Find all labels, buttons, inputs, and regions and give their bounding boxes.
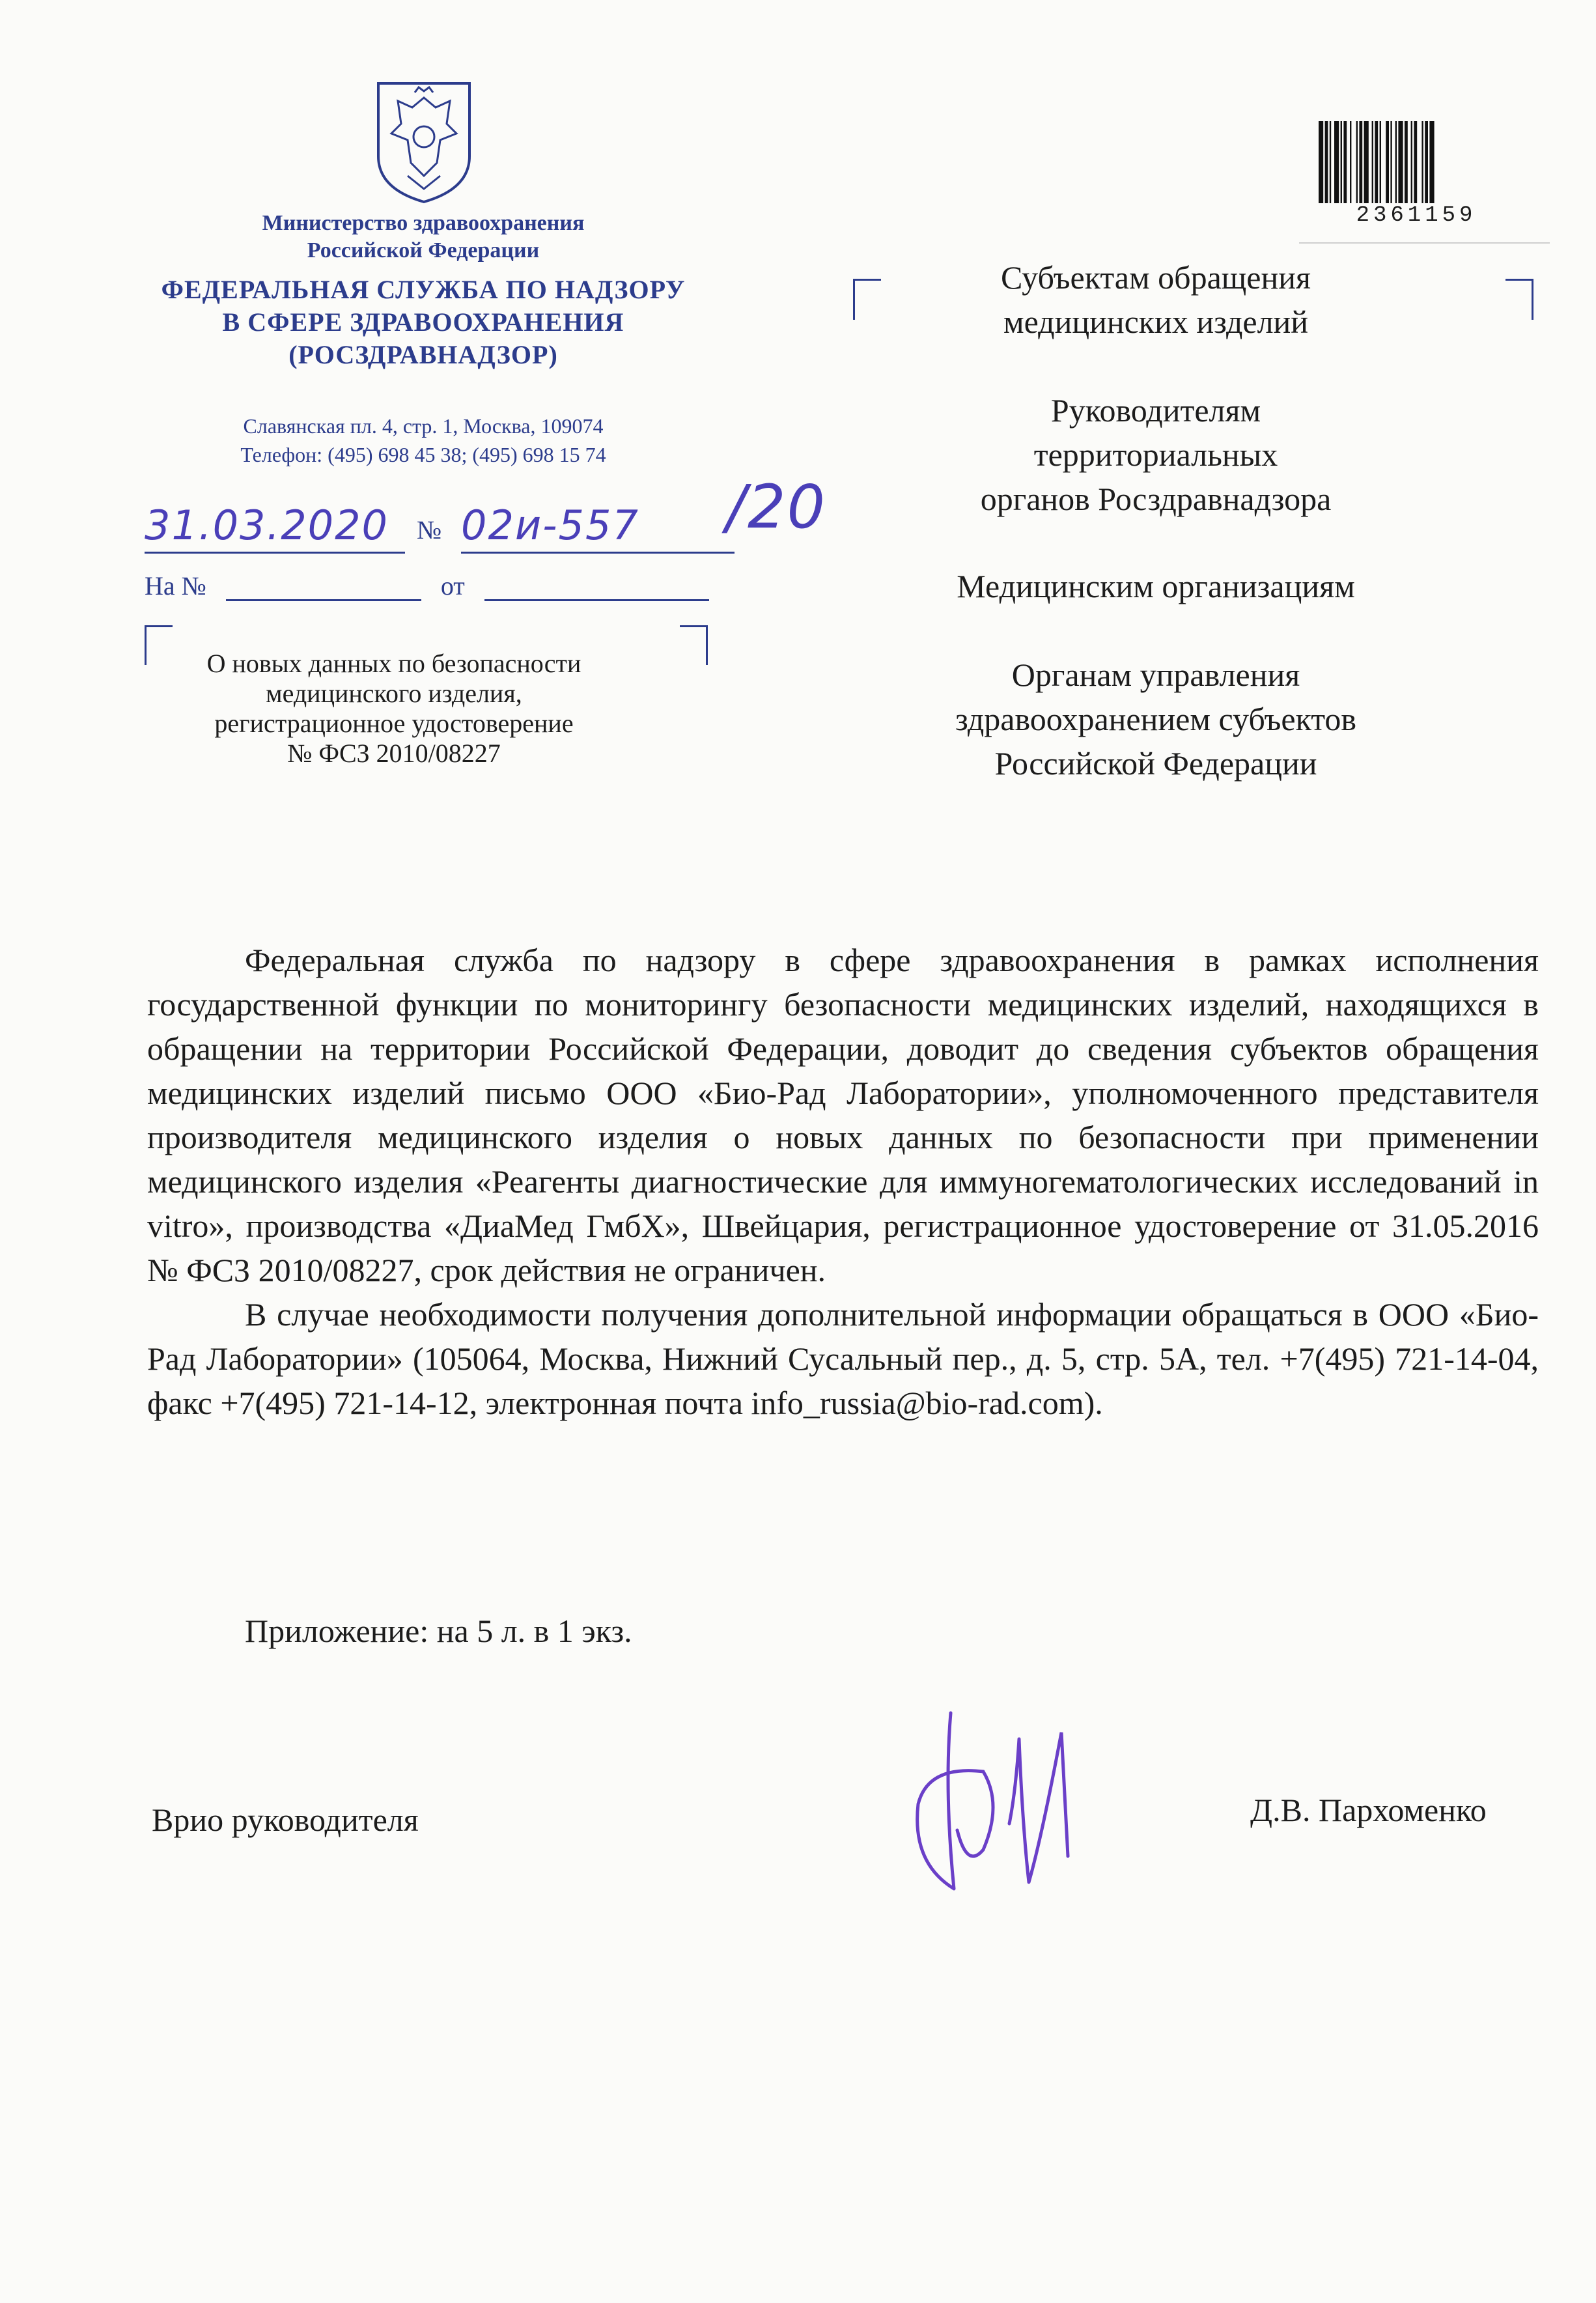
addressee-2-line-3: органов Росздравнадзора xyxy=(980,481,1332,517)
addressee-3-line-1: Медицинским организациям xyxy=(957,568,1355,604)
reference-line xyxy=(145,571,731,601)
barcode-bar xyxy=(1330,121,1331,203)
barcode-bar xyxy=(1350,121,1351,203)
addressee-1-line-1: Субъектам обращения xyxy=(1001,259,1311,296)
barcode-bar xyxy=(1341,121,1342,203)
signatory-name: Д.В. Пархоменко xyxy=(1250,1792,1487,1828)
body-paragraph-1: Федеральная служба по надзору в сфере здравоохранения в рамках исполнения государственной функции по мониторингу безопасности медицинских изделий, находящихся в обращении на территории Российской Федерации, доводит до сведения субъектов обращения медицинских изделий письмо ООО «Био-Рад Лаборатории», уполномоченного представителя производителя медицинского изделия о новых данных по безопасности при применении медицинского изделия «Реагенты диагностические для иммуногематологических исследований in vitro», производства «ДиаМед ГмбХ», Швейцария, регистрационное удостоверение от 31.05.2016 № ФСЗ 2010/08227, срок действия не ограничен. xyxy=(147,942,1539,1288)
subject-line-3: регистрационное удостоверение xyxy=(214,709,574,738)
addressee-4 xyxy=(866,653,1446,785)
letter-body xyxy=(147,938,1539,1425)
barcode-bar xyxy=(1319,121,1323,203)
subject-line-2: медицинского изделия, xyxy=(266,679,522,708)
address-line-2: Телефон: (495) 698 45 38; (495) 698 15 74 xyxy=(240,443,606,466)
service-line-2: В СФЕРЕ ЗДРАВООХРАНЕНИЯ xyxy=(222,307,624,337)
ministry-line-2: Российской Федерации xyxy=(307,238,540,262)
coat-of-arms-emblem xyxy=(372,78,476,205)
barcode-bar xyxy=(1343,121,1347,203)
barcode-bar xyxy=(1425,121,1428,203)
barcode-bar xyxy=(1395,121,1397,203)
barcode-bar xyxy=(1359,121,1362,203)
addressee-2 xyxy=(866,388,1446,521)
ministry-name xyxy=(130,210,716,264)
barcode-bar xyxy=(1372,121,1373,203)
service-name xyxy=(98,274,749,371)
barcode-bar xyxy=(1334,121,1339,203)
barcode-bar xyxy=(1386,121,1389,203)
service-line-3: (РОСЗДРАВНАДЗОР) xyxy=(288,340,558,369)
address-line-1: Славянская пл. 4, стр. 1, Москва, 109074 xyxy=(243,414,604,438)
barcode-graphic xyxy=(1319,121,1514,203)
barcode-bar xyxy=(1380,121,1381,203)
addressee-4-line-3: Российской Федерации xyxy=(994,745,1317,782)
reference-number-blank xyxy=(226,573,421,601)
addressee-1-line-2: медицинских изделий xyxy=(1003,304,1309,340)
barcode-bar xyxy=(1405,121,1408,203)
addressee-1 xyxy=(866,255,1446,344)
barcode-bar xyxy=(1429,121,1434,203)
addressee-4-line-1: Органам управления xyxy=(1011,657,1300,693)
subject-line-1: О новых данных по безопасности xyxy=(206,649,581,678)
service-line-1: ФЕДЕРАЛЬНАЯ СЛУЖБА ПО НАДЗОРУ xyxy=(161,275,686,304)
subject-line-4: № ФСЗ 2010/08227 xyxy=(287,739,501,768)
letterhead-address xyxy=(130,412,716,469)
handwritten-signature xyxy=(905,1693,1081,1908)
barcode-bar xyxy=(1325,121,1328,203)
barcode-bar xyxy=(1375,121,1378,203)
body-paragraph-2: В случае необходимости получения дополнительной информации обращаться в ООО «Био-Рад Лаборатории» (105064, Москва, Нижний Сусальный пер., д. 5, стр. 5А, тел. +7(495) 721-14-04, факс +7(495) 721-14-12, электронная почта info_russia@bio-rad.com). xyxy=(147,1296,1539,1421)
addressee-3 xyxy=(866,564,1446,608)
reference-label: На № xyxy=(145,571,206,600)
letter-subject xyxy=(150,649,638,769)
ministry-line-1: Министерство здравоохранения xyxy=(262,211,585,235)
addressee-2-line-2: территориальных xyxy=(1033,436,1278,473)
number-sign: № xyxy=(417,515,442,544)
signatory-title: Врио руководителя xyxy=(152,1801,419,1838)
barcode-bar xyxy=(1398,121,1403,203)
subject-corner-right xyxy=(680,625,708,665)
letter-date: 31.03.2020 xyxy=(145,502,405,554)
barcode-bar xyxy=(1390,121,1392,203)
barcode-number: 2361159 xyxy=(1356,203,1477,228)
barcode-bar xyxy=(1356,121,1358,203)
barcode-bar xyxy=(1364,121,1369,203)
addressee-corner-right xyxy=(1505,279,1533,320)
reference-date-blank xyxy=(484,573,709,601)
addressee-2-line-1: Руководителям xyxy=(1050,392,1261,429)
appendix-note: Приложение: на 5 л. в 1 экз. xyxy=(245,1613,632,1649)
letter-number-suffix: /20 xyxy=(726,472,827,542)
barcode-bar xyxy=(1421,121,1423,203)
letter-number: 02и-557 xyxy=(461,502,735,554)
barcode-divider xyxy=(1299,242,1550,244)
barcode-bar xyxy=(1411,121,1412,203)
addressee-4-line-2: здравоохранением субъектов xyxy=(955,701,1357,737)
barcode-bar xyxy=(1414,121,1417,203)
reference-from-label: от xyxy=(440,571,465,600)
